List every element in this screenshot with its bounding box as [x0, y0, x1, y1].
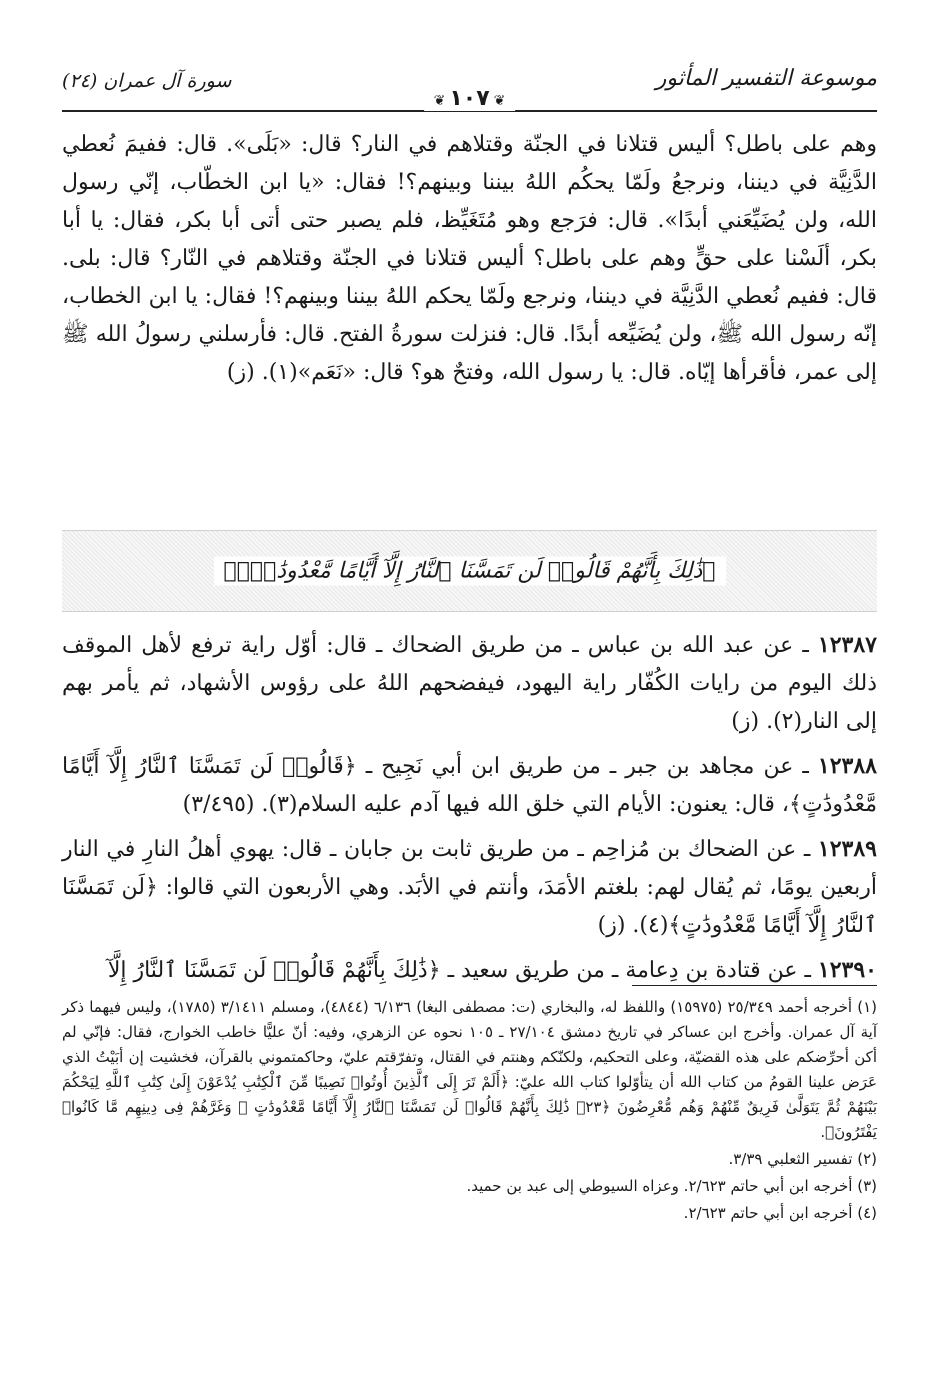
- hadith-text: ـ عن قتادة بن دِعامة ـ من طريق سعيد ـ ﴿ذَٰلِكَ بِأَنَّهُمْ قَالُوا۟ لَن تَمَسَّنَا ٱلنَّارُ إِلَّآ: [107, 958, 818, 983]
- hadith-list: [62, 626, 877, 990]
- footnote: (٢) تفسير الثعلبي ٣/٣٩.: [728, 1150, 877, 1168]
- hadith-entry: [62, 830, 877, 945]
- verse-heading-band: [62, 530, 877, 612]
- hadith-text: ـ عن مجاهد بن جبر ـ من طريق ابن أبي نَجِيح ـ ﴿قَالُوا۟ لَن تَمَسَّنَا ٱلنَّارُ إِلَّآ أَيَّامًا مَّعْدُودَٰتٍ﴾، قال: يعنون: الأيام التي خلق الله فيها آدم عليه السلام(٣). (٣/٤٩٥): [62, 754, 877, 817]
- book-title: موسوعة التفسير المأثور: [655, 66, 877, 91]
- page-number-value: ١٠٧: [449, 86, 490, 111]
- verse-heading: ﴿ذَٰلِكَ بِأَنَّهُمْ قَالُوا۟ لَن تَمَسَّنَا ٱلنَّارُ إِلَّآ أَيَّامًا مَّعْدُودَٰتٍۖ﴾: [213, 557, 725, 586]
- book-page: [62, 60, 877, 1350]
- ornament-icon: ❦: [493, 93, 506, 109]
- surah-title: سورة آل عمران (٢٤): [62, 70, 232, 92]
- hadith-text: ـ عن الضحاك بن مُزاحِم ـ من طريق ثابت بن جابان ـ قال: يهوي أهلُ النارِ في النار أربعين يومًا، ثم يُقال لهم: بلغتم الأمَدَ، وأنتم في الأبَد. وهي الأربعون التي قالوا: ﴿لَن تَمَسَّنَا ٱلنَّارُ إِلَّآ أَيَّامًا مَّعْدُودَٰتٍ﴾(٤). (ز): [62, 837, 877, 938]
- footnote-divider: [632, 985, 877, 986]
- page-header: [62, 60, 877, 112]
- hadith-number: ١٢٣٩٠: [817, 957, 877, 983]
- hadith-number: ١٢٣٨٧: [817, 632, 877, 658]
- page-number: [424, 86, 516, 111]
- narration-continuation: [62, 126, 877, 392]
- narration-paragraph: وهم على باطل؟ أليس قتلانا في الجنّة وقتلاهم في النار؟ قال: «بَلَى». قال: ففيمَ نُعطي الدَّنِيَّة في ديننا، ونرجعُ ولَمّا يحكُم اللهُ بيننا وبينهم؟! فقال: «يا ابن الخطّاب، إنّي رسول الله، ولن يُضَيِّعَني أبدًا». قال: فرَجع وهو مُتَغَيِّظ، فلم يصبر حتى أتى أبا بكر، فقال: يا أبا بكر، ألَسْنا على حقٍّ وهم على باطل؟ أليس قتلانا في الجنّة وقتلاهم في النّار؟ قال: بلى. قال: ففيم نُعطي الدَّنِيَّة في ديننا، ونرجع ولَمّا يحكم اللهُ بيننا وبينهم؟! فقال: يا ابن الخطاب، إنّه رسول الله ﷺ، ولن يُضَيِّعه أبدًا. قال: فنزلت سورةُ الفتح. قال: فأرسلني رسولُ الله ﷺ إلى عمر، فأقرأها إيّاه. قال: يا رسول الله، وفتحٌ هو؟ قال: «نَعَم»(١). (ز): [62, 132, 877, 385]
- footnote: (١) أخرجه أحمد ٢٥/٣٤٩ (١٥٩٧٥) واللفظ له، والبخاري (ت: مصطفى البغا) ٦/١٣٦ (٤٨٤٤)، ومسلم ٣/١٤١١ (١٧٨٥)، وليس فيهما ذكر آية آل عمران. وأخرج ابن عساكر في تاريخ دمشق ٢٧/١٠٤ ـ ١٠٥ نحوه عن الزهري، وفيه: أنّ عليًّا خاطب الخوارج، فقال: فإنّي لم أكن أحرِّضكم على هذه القضيّة، وعلى التحكيم، ولكنّكم وهنتم في القتال، وتفرّقتم عليّ، وحاكمتموني بالقرآن، فخشيت إن أبَيْتُ الذي عَرَض علينا القومُ من كتاب الله أن يتأوّلوا كتاب الله عليّ: ﴿أَلَمْ تَرَ إِلَى ٱلَّذِينَ أُوتُوا۟ نَصِيبًا مِّنَ ٱلْكِتَٰبِ يُدْعَوْنَ إِلَىٰ كِتَٰبِ ٱللَّهِ لِيَحْكُمَ بَيْنَهُمْ ثُمَّ يَتَوَلَّىٰ فَرِيقٌ مِّنْهُمْ وَهُم مُّعْرِضُونَ ﴿٢٣﴾ ذَٰلِكَ بِأَنَّهُمْ قَالُوا۟ لَن تَمَسَّنَا ٱلنَّارُ إِلَّآ أَيَّامًا مَّعْدُودَٰتٍ ۖ وَغَرَّهُمْ فِى دِينِهِم مَّا كَانُوا۟ يَفْتَرُونَ﴾.: [62, 998, 878, 1141]
- ornament-icon: ❦: [433, 93, 446, 109]
- hadith-entry: [62, 747, 877, 824]
- hadith-entry: [62, 626, 877, 741]
- hadith-number: ١٢٣٨٩: [817, 836, 877, 862]
- footnote: (٤) أخرجه ابن أبي حاتم ٢/٦٢٣.: [683, 1204, 877, 1222]
- hadith-number: ١٢٣٨٨: [817, 753, 877, 779]
- footnotes: [62, 995, 877, 1228]
- footnote: (٣) أخرجه ابن أبي حاتم ٢/٦٢٣. وعزاه السيوطي إلى عبد بن حميد.: [466, 1177, 877, 1195]
- hadith-text: ـ عن عبد الله بن عباس ـ من طريق الضحاك ـ قال: أوّل راية ترفع لأهل الموقف ذلك اليوم من رايات الكُفّار راية اليهود، فيفضحهم اللهُ على رؤوس الأشهاد، ثم يأمر بهم إلى النار(٢). (ز): [62, 633, 877, 734]
